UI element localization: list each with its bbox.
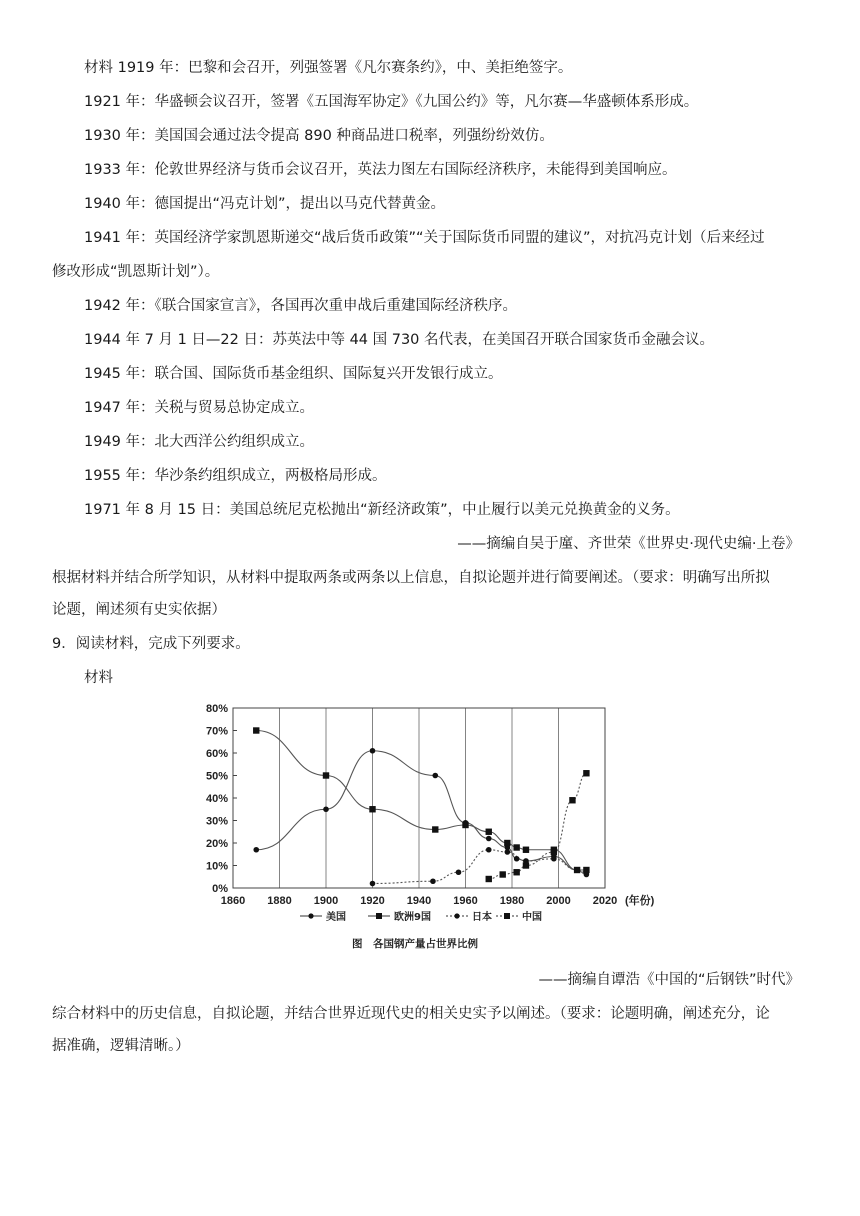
y-tick-label: 70%	[205, 725, 228, 738]
data-point	[514, 856, 520, 862]
x-tick-label: 1940	[406, 895, 432, 907]
data-point	[456, 869, 462, 875]
material-line-7: 1942 年：《联合国家宣言》，各国再次重申战后重建国际经济秩序。	[84, 298, 518, 314]
source-citation-1: ——摘编自吴于廑、齐世荣《世界史·现代史编·上卷》	[457, 536, 800, 552]
material-line-5: 1940 年：德国提出“冯克计划”，提出以马克代替黄金。	[84, 196, 446, 212]
y-tick-label: 40%	[205, 793, 228, 805]
x-tick-label: 1980	[499, 895, 525, 907]
material-line-1: 材料 1919 年：巴黎和会召开，列强签署《凡尔赛条约》，中、美拒绝签字。	[84, 60, 573, 76]
q8-requirement-line-2: 论题，阐述须有史实依据）	[52, 602, 226, 618]
data-point	[323, 772, 329, 778]
data-point	[504, 840, 510, 846]
y-tick-label: 0%	[212, 883, 228, 895]
data-point	[500, 871, 506, 877]
material-line-4: 1933 年：伦敦世界经济与货币会议召开，英法力图左右国际经济秩序，未能得到美国响应。	[84, 162, 677, 178]
data-point	[551, 856, 557, 862]
material-line-3: 1930 年：美国国会通过法令提高 890 种商品进口税率，列强纷纷效仿。	[84, 128, 554, 144]
q8-requirement-line-1: 根据材料并结合所学知识，从材料中提取两条或两条以上信息，自拟论题并进行简要阐述。（要求：明确写出所拟	[52, 570, 770, 586]
y-tick-label: 50%	[205, 770, 228, 783]
data-point	[513, 869, 519, 875]
data-point	[583, 770, 589, 776]
source-citation-2: ——摘编自谭浩《中国的“后钢铁”时代》	[538, 972, 800, 988]
q9-material-label: 材料	[84, 670, 113, 686]
data-point	[486, 876, 492, 882]
legend-marker	[504, 913, 510, 919]
x-tick-label: 2020	[592, 895, 618, 907]
y-tick-label: 80%	[205, 703, 228, 715]
material-line-11: 1949 年：北大西洋公约组织成立。	[84, 434, 315, 450]
data-point	[505, 849, 511, 855]
x-tick-label: 1960	[453, 895, 478, 907]
data-point	[323, 806, 329, 812]
material-line-10: 1947 年：关税与贸易总协定成立。	[84, 400, 315, 416]
material-line-12: 1955 年：华沙条约组织成立，两极格局形成。	[84, 468, 387, 484]
legend-marker	[454, 913, 459, 918]
material-line-8: 1944 年 7 月 1 日—22 日：苏英法中等 44 国 730 名代表，在美国召开联合国家货币金融会议。	[84, 332, 715, 348]
x-tick-label: 1860	[220, 895, 246, 907]
data-point	[513, 844, 519, 850]
x-tick-label: 1880	[267, 895, 292, 907]
x-tick-label: 2000	[546, 895, 571, 907]
data-point	[370, 881, 376, 887]
legend-marker	[376, 913, 382, 919]
material-line-2: 1921 年：华盛顿会议召开，签署《五国海军协定》《九国公约》等，凡尔赛—华盛顿体系形成。	[84, 94, 699, 110]
y-tick-label: 60%	[205, 748, 228, 760]
y-tick-label: 30%	[205, 815, 228, 828]
data-point	[574, 867, 580, 873]
y-tick-label: 20%	[205, 838, 228, 850]
data-point	[253, 727, 259, 733]
data-point	[523, 862, 529, 868]
material-line-6: 1941 年：英国经济学家凯恩斯递交“战后货币政策”“关于国际货币同盟的建议”，对抗冯克计划（后来经过	[84, 230, 765, 246]
data-point	[432, 826, 438, 832]
x-axis-label: (年份)	[625, 895, 655, 907]
legend-marker	[308, 913, 313, 918]
legend-label: 中国	[522, 912, 542, 923]
data-point	[370, 748, 376, 754]
data-point	[551, 849, 557, 855]
data-point	[432, 773, 438, 779]
material-line-6-cont: 修改形成“凯恩斯计划”）。	[52, 264, 220, 280]
legend-label: 美国	[326, 912, 346, 923]
q9-requirement-line-1: 综合材料中的历史信息，自拟论题，并结合世界近现代史的相关史实予以阐述。（要求：论题明确，阐述充分，论	[52, 1006, 770, 1022]
material-line-13: 1971 年 8 月 15 日：美国总统尼克松抛出“新经济政策”，中止履行以美元兑换黄金的义务。	[84, 502, 680, 518]
data-point	[569, 797, 575, 803]
legend-label: 欧洲9国	[394, 912, 431, 923]
q9-title: 9．阅读材料，完成下列要求。	[52, 636, 250, 652]
data-point	[430, 878, 436, 884]
x-tick-label: 1920	[360, 895, 385, 907]
legend-label: 日本	[472, 912, 492, 923]
y-tick-label: 10%	[205, 860, 228, 873]
data-point	[486, 836, 492, 842]
chart-title: 图 各国钢产量占世界比例	[352, 938, 478, 950]
x-tick-label: 1900	[313, 895, 339, 907]
data-point	[584, 869, 590, 875]
data-point	[462, 822, 468, 828]
data-point	[369, 806, 375, 812]
data-point	[486, 847, 492, 853]
data-point	[253, 847, 259, 853]
chart-svg	[200, 698, 660, 960]
data-point	[523, 847, 529, 853]
material-line-9: 1945 年：联合国、国际货币基金组织、国际复兴开发银行成立。	[84, 366, 503, 382]
steel-share-chart	[200, 698, 660, 960]
q9-requirement-line-2: 据准确，逻辑清晰。）	[52, 1038, 190, 1054]
data-point	[486, 829, 492, 835]
